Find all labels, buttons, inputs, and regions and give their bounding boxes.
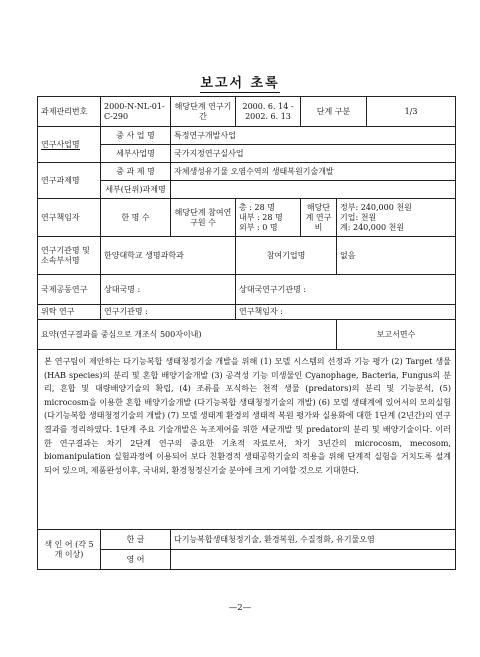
row-topic-main xyxy=(38,163,456,181)
topic-main: 자체생성유기물 오염수역의 생태복원기술개발 xyxy=(171,163,456,181)
summary-body: 본 연구팀이 제안하는 다기능복합 생태청정기술 개발을 위해 (1) 모델 시스템의 선정과 기능 평가 (2) Target 생물 (HAB species)의 분리 및 혼합 배양기술개발 (3) 공격성 기능 미생물인 Cyanophage, Bacteria, Fungus의 분리, 혼합 및 대량배양기술의 확립, (4) 조류를 포식하는 천적 생물 (predators)의 분리 및 기능분석, (5) microcosm을 이용한 혼합 배양기술개발 (다기능복합 생태청정기술의 개발) (6) 모델 생태계에 있어서의 모의실험 (다기능복합 생태청정기술의 개발) (7) 모델 생태계 환경의 생태적 복원 평가와 실용화에 대한 1단계 (2년간)의 연구결과를 정리하였다. 1단계 주요 기술개발은 녹조제어를 위한 세균개발 및 predator의 분리 및 배양기술이다. 이러한 연구결과는 차기 2단계 연구의 중요한 기초적 자료로서, 차기 3년간의 microcosm, mecosom, biomanipulation 실험과정에 이용되어 보다 친환경적 생태공학기술의 적용을 위해 단계적 실험을 거치도록 설계되어 있으며, 제품완성이후, 국내외, 환경청정신기술 분야에 크게 기여할 것으로 기대한다. xyxy=(38,350,456,530)
funding-gov: 정부: 240,000 천원 xyxy=(340,202,412,212)
stage: 1/3 xyxy=(367,97,456,127)
page-number: —2— xyxy=(228,603,252,613)
keywords-label: 색 인 어 (각 5개 이상) xyxy=(38,530,101,570)
outsourced-institution: 연구기관명 : xyxy=(101,305,236,320)
topic-main-label: 중 과 제 명 xyxy=(101,163,171,181)
program-main-label: 중 사 업 명 xyxy=(101,127,171,145)
row-keywords-en xyxy=(38,550,456,570)
row-topic-sub xyxy=(38,181,456,199)
keywords-ko-label: 한 글 xyxy=(101,530,171,550)
intl-country: 상대국명 : xyxy=(101,275,236,305)
funding-corp: 기업: 천원 xyxy=(340,212,377,222)
keywords-ko: 다기능복합생태청정기술, 환경복원, 수질정화, 유기물오염 xyxy=(171,530,456,550)
topic-sub xyxy=(171,181,456,199)
outsourced-lead: 연구책임자 : xyxy=(236,305,456,320)
partner: 없음 xyxy=(337,237,456,275)
project-code-label: 과제관리번호 xyxy=(38,97,101,127)
pages-label: 보고서면수 xyxy=(337,320,456,350)
row-project-code xyxy=(38,97,456,127)
row-institution xyxy=(38,237,456,275)
lead-label: 연구책임자 xyxy=(38,199,101,237)
row-summary-heading xyxy=(38,320,456,350)
researchers-total: 총 : 28 명 xyxy=(239,202,275,212)
program-label-text: 연구사업명 xyxy=(41,139,80,149)
project-code: 2000-N-NL-01-C-290 xyxy=(101,97,171,127)
funding xyxy=(337,199,456,237)
institution: 한양대학교 생명과학과 xyxy=(101,237,236,275)
partner-label: 참여기업명 xyxy=(236,237,337,275)
page-title-text: 보고서 초록 xyxy=(200,76,280,91)
page-title xyxy=(0,72,480,91)
summary-heading: 요약(연구결과를 중심으로 개조식 500자이내) xyxy=(38,320,337,350)
institution-label: 연구기관명 및 소속부서명 xyxy=(38,237,101,275)
row-program-main xyxy=(38,127,456,145)
funding-label: 해당단계 연구비 xyxy=(301,199,337,237)
period-label: 해당단계 연구기간 xyxy=(171,97,236,127)
intl-label: 국제공동연구 xyxy=(38,275,101,305)
program-main: 특정연구개발사업 xyxy=(171,127,456,145)
topic-label: 연구과제명 xyxy=(38,163,101,199)
keywords-en xyxy=(171,550,456,570)
intl-institution: 상대국연구기관명 : xyxy=(236,275,456,305)
program-sub-label: 세부사업명 xyxy=(101,145,171,163)
topic-sub-label: 세부(단위)과제명 xyxy=(101,181,171,199)
outsourced-label: 위탁 연구 xyxy=(38,305,101,320)
program-label xyxy=(38,127,101,163)
period: 2000. 6. 14 - 2002. 6. 13 xyxy=(236,97,301,127)
researchers-internal: 내부 : 28 명 xyxy=(239,212,283,222)
researchers-external: 외부 : 0 명 xyxy=(239,222,278,232)
row-lead xyxy=(38,199,456,237)
row-summary xyxy=(38,350,456,530)
row-keywords-ko xyxy=(38,530,456,550)
funding-total: 계: 240,000 천원 xyxy=(340,222,405,232)
row-program-sub xyxy=(38,145,456,163)
row-intl xyxy=(38,275,456,305)
report-abstract-table xyxy=(37,96,456,570)
researchers-label: 해당단계 참여연구원 수 xyxy=(171,199,236,237)
program-sub: 국가지정연구실사업 xyxy=(171,145,456,163)
stage-label: 단계 구분 xyxy=(301,97,367,127)
researchers-count xyxy=(236,199,301,237)
lead-name: 한 명 수 xyxy=(101,199,171,237)
row-outsourced xyxy=(38,305,456,320)
keywords-en-label: 영 어 xyxy=(101,550,171,570)
